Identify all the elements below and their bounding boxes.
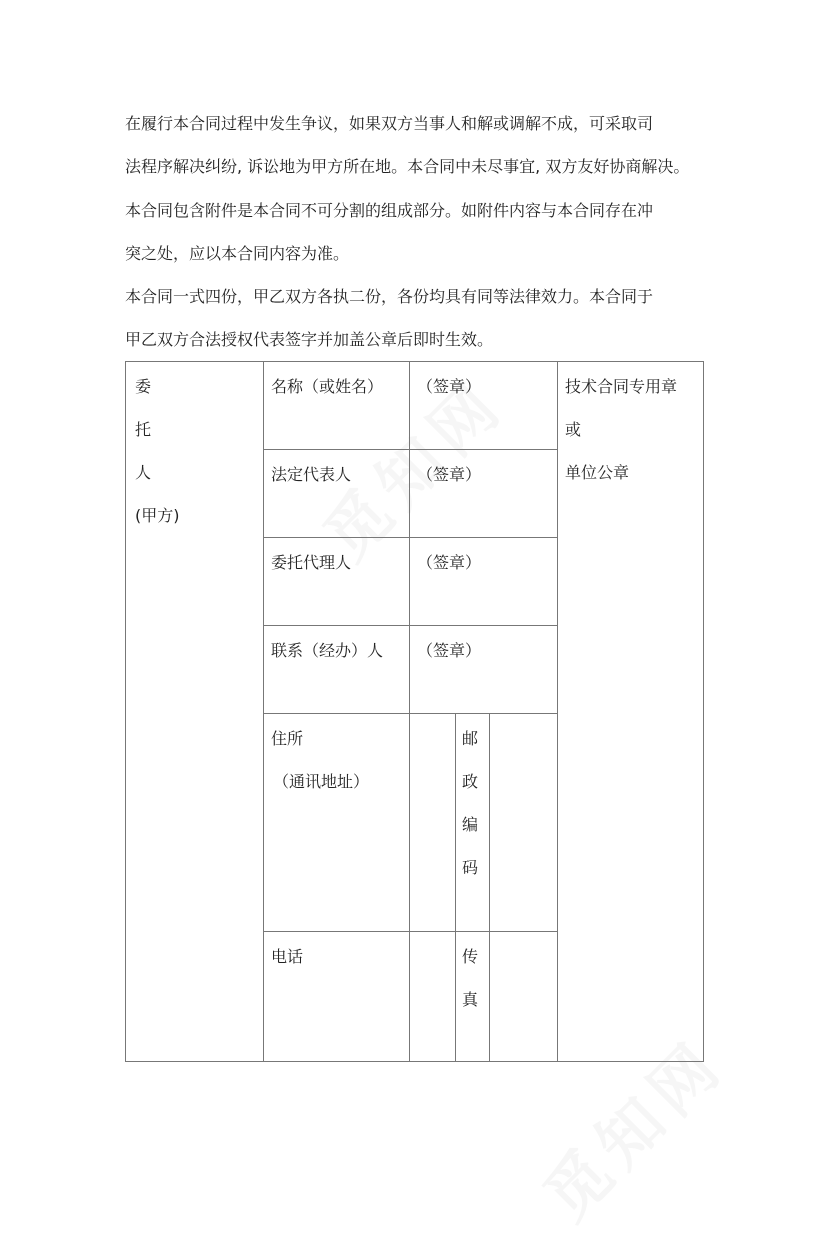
postcode-char: 政 bbox=[462, 772, 479, 791]
table-border bbox=[125, 361, 704, 362]
seal-label-line: 单位公章 bbox=[565, 463, 630, 482]
table-divider bbox=[263, 537, 557, 538]
postcode-char: 邮 bbox=[462, 729, 479, 748]
address-label bbox=[271, 717, 369, 803]
table-divider bbox=[263, 713, 557, 714]
text-line: 甲乙双方合法授权代表签字并加盖公章后即时生效。 bbox=[125, 330, 494, 349]
contact-label: 联系（经办）人 bbox=[271, 641, 384, 660]
text-line: 法程序解决纠纷, 诉讼地为甲方所在地。本合同中未尽事宜, 双方友好协商解决。 bbox=[125, 157, 690, 176]
address-label-line: 住所 bbox=[271, 729, 304, 748]
seal-label bbox=[565, 365, 677, 494]
postcode-char: 编 bbox=[462, 815, 479, 834]
contact-seal-field[interactable]: （签章） bbox=[417, 641, 482, 660]
text-line: 本合同一式四份，甲乙双方各执二份，各份均具有同等法律效力。本合同于 bbox=[125, 287, 654, 306]
seal-label-line: 或 bbox=[565, 420, 582, 439]
table-border bbox=[125, 361, 126, 1062]
fax-char: 传 bbox=[462, 947, 479, 966]
seal-label-line: 技术合同专用章 bbox=[565, 377, 678, 396]
legal-rep-label: 法定代表人 bbox=[271, 465, 352, 484]
agent-label: 委托代理人 bbox=[271, 553, 352, 572]
table-divider bbox=[557, 361, 558, 1062]
party-label-char: 委 bbox=[135, 377, 152, 396]
party-label bbox=[135, 365, 180, 537]
table-border bbox=[125, 1061, 704, 1062]
table-divider bbox=[489, 713, 490, 1062]
signature-table bbox=[125, 361, 704, 1062]
legal-rep-seal-field[interactable]: （签章） bbox=[417, 465, 482, 484]
text-line: 突之处，应以本合同内容为准。 bbox=[125, 244, 350, 263]
postcode-label bbox=[462, 717, 478, 889]
party-label-char: (甲方) bbox=[135, 506, 180, 525]
name-seal-field[interactable]: （签章） bbox=[417, 377, 482, 396]
table-divider bbox=[263, 449, 557, 450]
paragraph-copies bbox=[125, 275, 725, 361]
paragraph-attachments bbox=[125, 189, 725, 275]
postcode-char: 码 bbox=[462, 858, 479, 877]
text-line: 在履行本合同过程中发生争议，如果双方当事人和解或调解不成，可采取司 bbox=[125, 114, 654, 133]
table-divider bbox=[263, 625, 557, 626]
party-label-char: 托 bbox=[135, 420, 152, 439]
fax-label bbox=[462, 935, 478, 1021]
table-divider bbox=[263, 931, 557, 932]
agent-seal-field[interactable]: （签章） bbox=[417, 553, 482, 572]
table-divider bbox=[455, 713, 456, 1062]
table-divider bbox=[409, 361, 410, 1062]
table-divider bbox=[263, 361, 264, 1062]
phone-label: 电话 bbox=[271, 947, 304, 966]
paragraph-dispute bbox=[125, 102, 725, 188]
address-label-line: （通讯地址） bbox=[273, 772, 370, 791]
table-border bbox=[703, 361, 704, 1062]
text-line: 本合同包含附件是本合同不可分割的组成部分。如附件内容与本合同存在冲 bbox=[125, 201, 654, 220]
name-label: 名称（或姓名） bbox=[271, 377, 384, 396]
fax-char: 真 bbox=[462, 990, 479, 1009]
party-label-char: 人 bbox=[135, 463, 152, 482]
